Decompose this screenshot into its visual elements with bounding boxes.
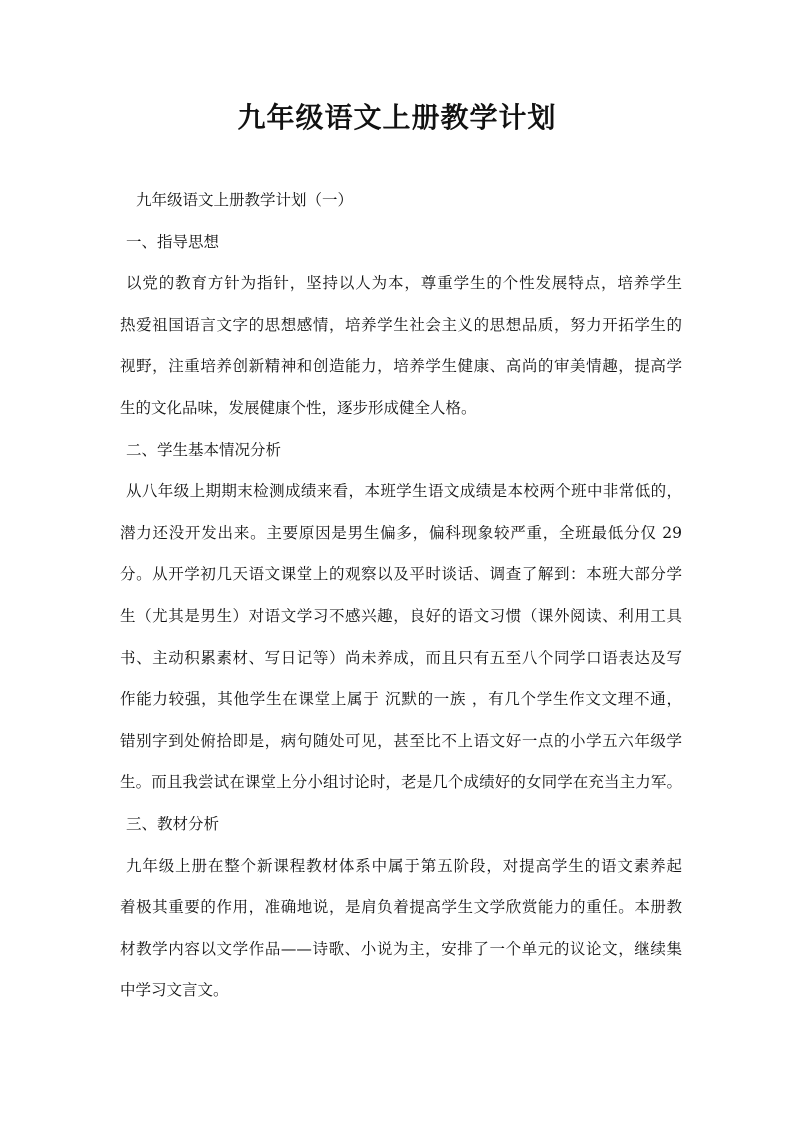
document-body xyxy=(120,186,682,1018)
paragraph-line: 潜力还没开发出来。主要原因是男生偏多，偏科现象较严重，全班最低分仅 29 xyxy=(120,523,682,542)
section-heading-textbook-analysis: 三、教材分析 xyxy=(126,814,220,833)
document-title: 九年级语文上册教学计划 xyxy=(237,101,557,134)
paragraph-line: 分。从开学初几天语文课堂上的观察以及平时谈话、调查了解到：本班大部分学 xyxy=(120,565,682,584)
paragraph-line: 以党的教育方针为指针，坚持以人为本，尊重学生的个性发展特点，培养学生 xyxy=(126,274,682,293)
paragraph-line: 作能力较强，其他学生在课堂上属于 沉默的一族 ，有几个学生作文文理不通， xyxy=(120,690,682,709)
paragraph-line: 九年级上册在整个新课程教材体系中属于第五阶段，对提高学生的语文素养起 xyxy=(126,856,682,875)
paragraph-line: 热爱祖国语言文字的思想感情，培养学生社会主义的思想品质，努力开拓学生的 xyxy=(120,315,682,334)
paragraph-line: 从八年级上期期末检测成绩来看，本班学生语文成绩是本校两个班中非常低的， xyxy=(126,482,682,501)
paragraph-line: 生。而且我尝试在课堂上分小组讨论时，老是几个成绩好的女同学在充当主力军。 xyxy=(120,773,682,792)
paragraph-line: 视野，注重培养创新精神和创造能力，培养学生健康、高尚的审美情趣，提高学 xyxy=(120,357,682,376)
paragraph-line: 书、主动积累素材、写日记等）尚未养成，而且只有五至八个同学口语表达及写 xyxy=(120,648,682,667)
paragraph-line: 材教学内容以文学作品——诗歌、小说为主，安排了一个单元的议论文，继续集 xyxy=(120,939,682,958)
section-heading-guiding-ideology: 一、指导思想 xyxy=(126,232,220,251)
paragraph-line: 错别字到处俯拾即是，病句随处可见，甚至比不上语文好一点的小学五六年级学 xyxy=(120,731,682,750)
section-heading-student-analysis: 二、学生基本情况分析 xyxy=(126,440,282,459)
paragraph-line: 生的文化品味，发展健康个性，逐步形成健全人格。 xyxy=(120,398,477,417)
paragraph-line: 着极其重要的作用，准确地说，是肩负着提高学生文学欣赏能力的重任。本册教 xyxy=(120,898,682,917)
subtitle: 九年级语文上册教学计划（一） xyxy=(136,191,354,209)
paragraph-line: 生（尤其是男生）对语文学习不感兴趣，良好的语文习惯（课外阅读、利用工具 xyxy=(120,606,682,625)
paragraph-line: 中学习文言文。 xyxy=(120,981,229,1000)
